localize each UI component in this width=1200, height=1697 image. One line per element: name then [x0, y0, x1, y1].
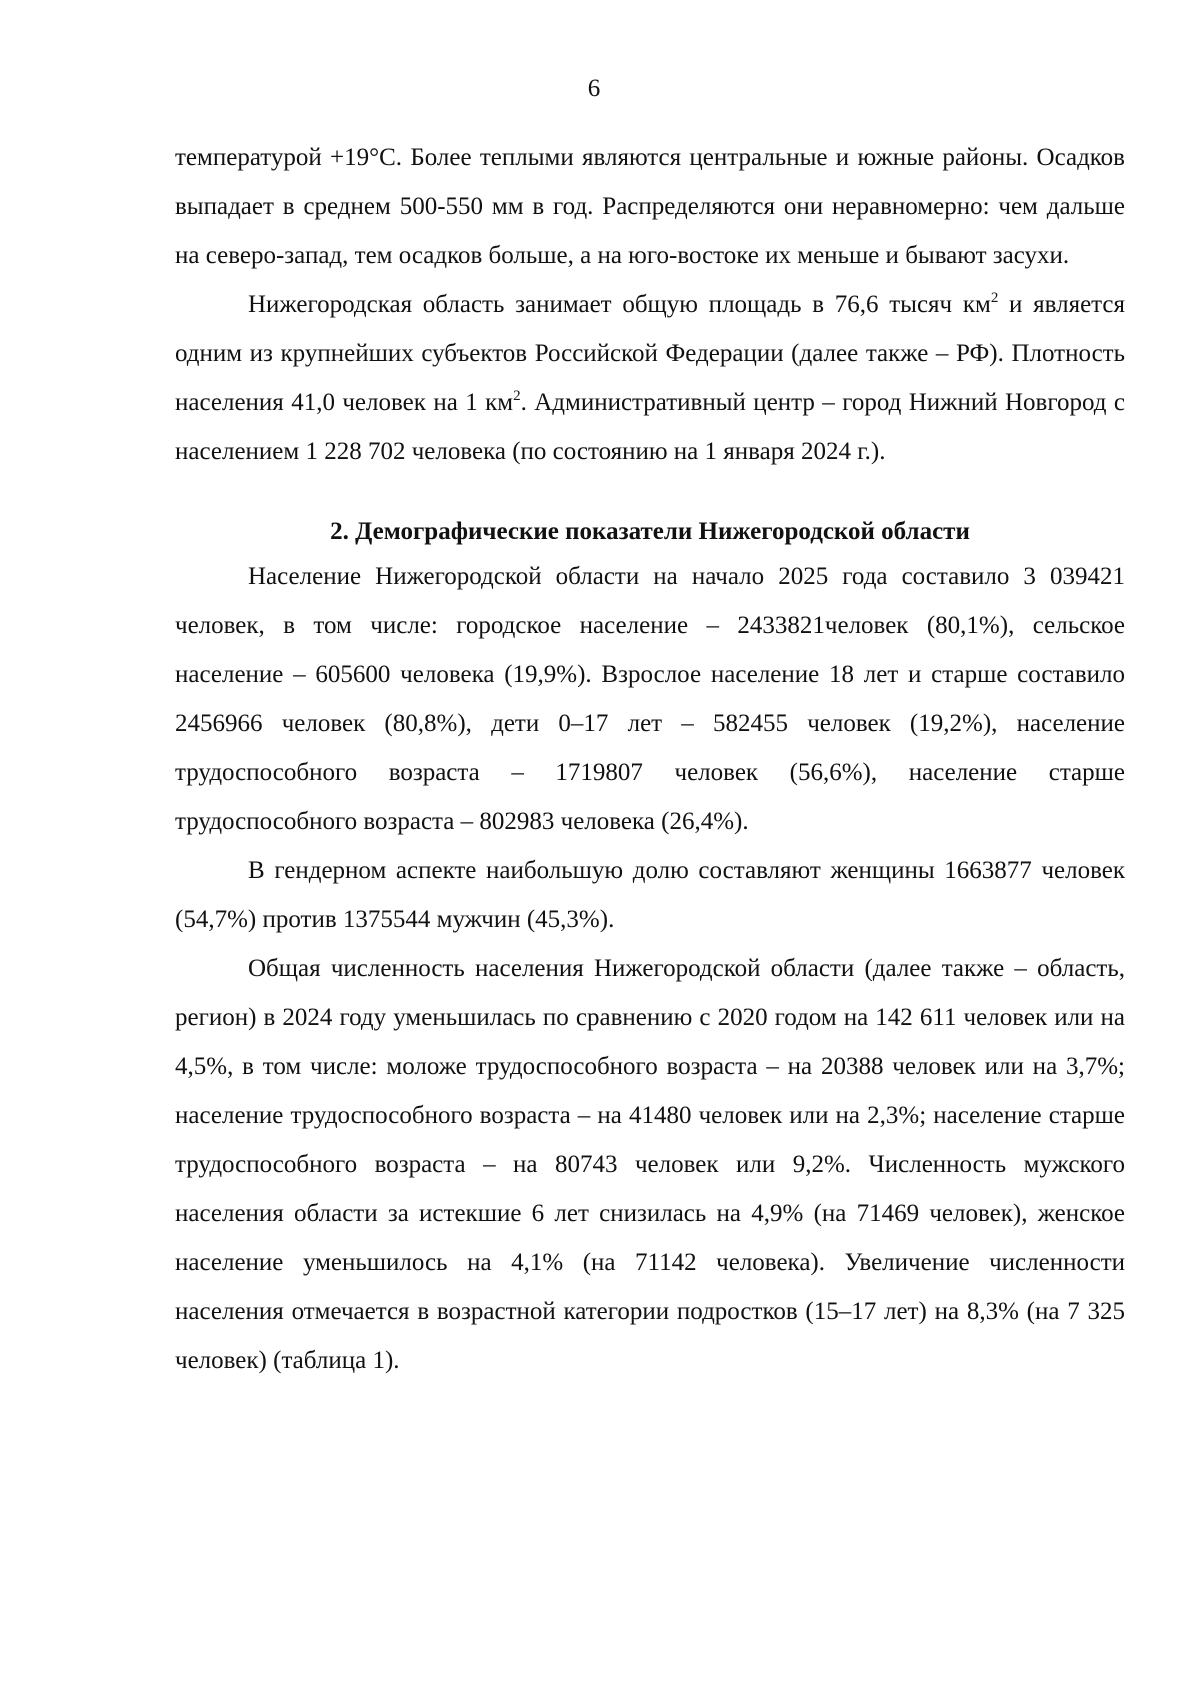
area-superscript-2: 2: [513, 388, 521, 404]
area-superscript-1: 2: [990, 290, 999, 306]
area-text-part-1: Нижегородская область занимает общую площадь в 76,6 тысяч км: [248, 291, 991, 318]
population-paragraph: Население Нижегородской области на начало 2025 года составило 3 039421 человек, в том числе: городское население – 2433821человек (80,1%), сельское население – 605600 человека (19,9%). Взрослое население 18 лет и старше составило 2456966 человек (80,8%), дети 0–17 лет – 582455 человек (19,2%), население трудоспособного возраста – 1719807 человек (56,6%), население старше трудоспособного возраста – 802983 человека (26,4%).: [175, 563, 1125, 835]
population-change-paragraph: Общая численность населения Нижегородской области (далее также – область, регион) в 2024 году уменьшилась по сравнению с 2020 годом на 142 611 человек или на 4,5%, в том числе: моложе трудоспособного возраста – на 20388 человек или на 3,7%; население трудоспособного возраста – на 41480 человек или на 2,3%; население старше трудоспособного возраста – на 80743 человек или 9,2%. Численность мужского населения области за истекшие 6 лет снизилась на 4,9% (на 71469 человек), женское население уменьшилось на 4,1% (на 71142 человека). Увеличение численности населения отмечается в возрастной категории подростков (15–17 лет) на 8,3% (на 7 325 человек) (таблица 1).: [175, 955, 1125, 1374]
area-text-part-3: . Административный центр – город Нижний Новгород с населением 1 228 702 человека (по состоянию на 1 января 2024 г.).: [175, 389, 1125, 465]
gender-paragraph: В гендерном аспекте наибольшую долю составляют женщины 1663877 человек (54,7%) против 1375544 мужчин (45,3%).: [175, 857, 1125, 933]
area-text-part-2: и является одним из крупнейших субъектов Российской Федерации (далее также – РФ). Плотность населения 41,0 человек на 1 км: [175, 291, 1126, 416]
area-paragraph: [175, 280, 1125, 476]
page-content: [175, 133, 1125, 1385]
section-heading: 2. Демографические показатели Нижегородской области: [330, 518, 970, 545]
climate-paragraph: температурой +19°С. Более теплыми являются центральные и южные районы. Осадков выпадает в среднем 500-550 мм в год. Распределяются они неравномерно: чем дальше на северо-запад, тем осадков больше, а на юго-востоке их меньше и бывают засухи.: [175, 144, 1125, 269]
page-number: 6: [587, 75, 601, 102]
